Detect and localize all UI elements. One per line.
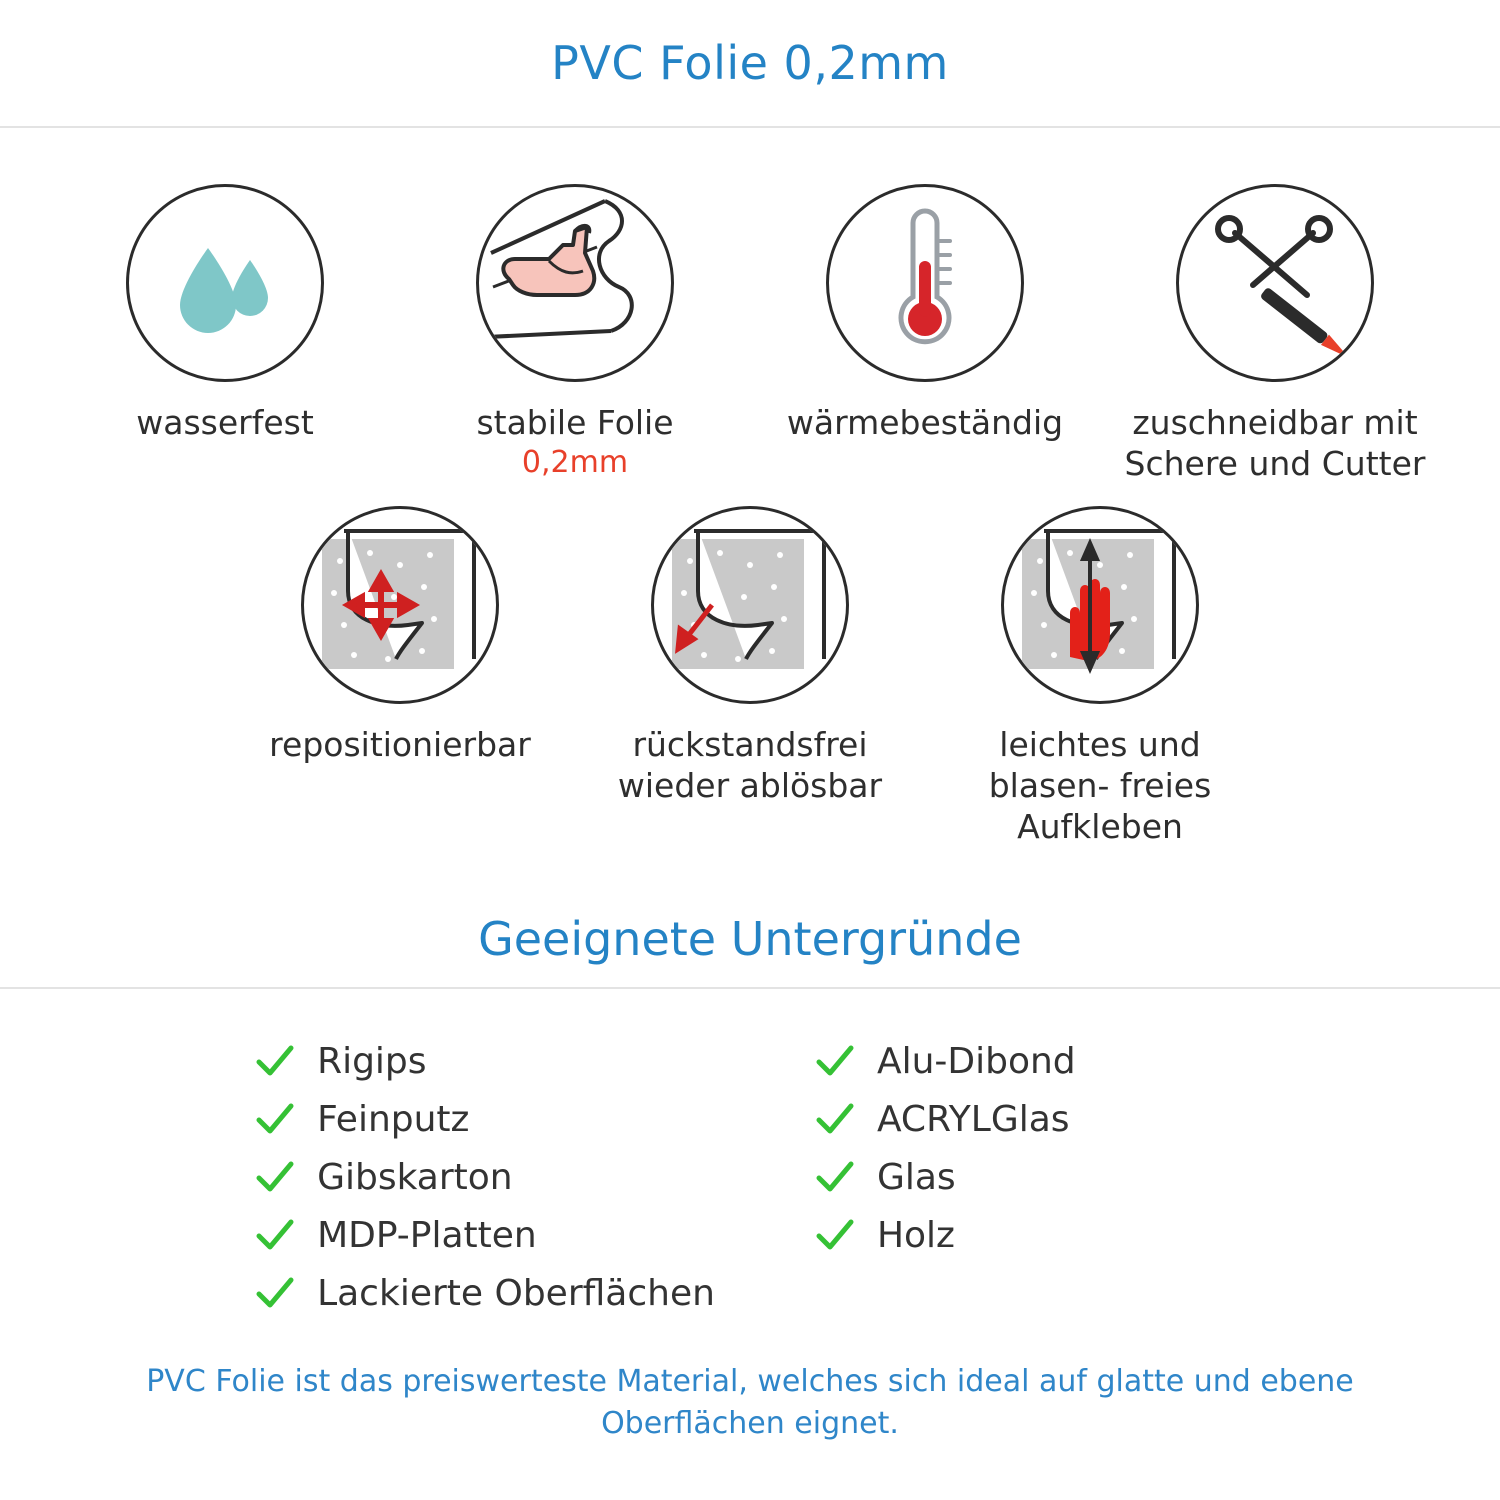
list-item-label: MDP-Platten <box>317 1215 537 1256</box>
feature-sublabel: 0,2mm <box>521 445 629 480</box>
feature-rueckstandsfrei <box>575 506 925 806</box>
feature-caption <box>585 724 915 806</box>
feature-row-2 <box>0 506 1500 847</box>
feature-caption <box>269 724 531 765</box>
feature-caption <box>476 402 673 483</box>
feature-caption <box>136 402 314 443</box>
check-icon <box>815 1042 855 1082</box>
icon-circle <box>1001 506 1199 704</box>
header <box>0 0 1500 128</box>
feature-waermebestaendig <box>750 184 1100 443</box>
icon-circle <box>651 506 849 704</box>
surfaces-lists <box>0 989 1500 1315</box>
reposition-arrows-icon <box>304 509 496 701</box>
surfaces-column-left <box>255 1041 715 1315</box>
list-item <box>815 1157 1245 1199</box>
section-title: Geeignete Untergründe <box>478 912 1022 966</box>
feature-caption <box>787 402 1063 443</box>
section-header <box>0 891 1500 989</box>
footer-note: PVC Folie ist das preiswerteste Material, welches sich ideal auf glatte und ebene Oberflächen eignet. <box>146 1364 1354 1441</box>
feature-zuschneidbar <box>1100 184 1450 484</box>
list-item <box>815 1215 1245 1257</box>
hand-smooth-icon <box>1004 509 1196 701</box>
check-icon <box>255 1274 295 1314</box>
feature-label: stabile Folie <box>476 403 674 442</box>
feature-caption <box>935 724 1265 847</box>
feature-caption <box>1110 402 1440 484</box>
check-icon <box>815 1158 855 1198</box>
feature-label: rückstandsfrei wieder ablösbar <box>617 725 883 805</box>
list-item-label: Lackierte Oberflächen <box>317 1273 715 1314</box>
check-icon <box>815 1100 855 1140</box>
list-item-label: Alu-Dibond <box>876 1041 1076 1082</box>
feature-wasserfest <box>50 184 400 443</box>
icon-circle <box>126 184 324 382</box>
feature-aufkleben <box>925 506 1275 847</box>
list-item-label: ACRYLGlas <box>876 1099 1070 1140</box>
feature-stabile-folie <box>400 184 750 483</box>
icon-circle <box>826 184 1024 382</box>
list-item <box>255 1099 715 1141</box>
list-item <box>255 1157 715 1199</box>
strong-arm-film-icon <box>479 187 671 379</box>
check-icon <box>815 1216 855 1256</box>
list-item-label: Rigips <box>317 1041 427 1082</box>
list-item-label: Glas <box>876 1157 956 1198</box>
icon-circle <box>1176 184 1374 382</box>
list-item-label: Feinputz <box>317 1099 470 1140</box>
feature-label: wärmebeständig <box>786 403 1064 442</box>
feature-label: zuschneidbar mit Schere und Cutter <box>1124 403 1426 483</box>
icon-circle <box>476 184 674 382</box>
check-icon <box>255 1042 295 1082</box>
feature-label: wasserfest <box>136 403 314 442</box>
scissors-cutter-icon <box>1195 203 1355 363</box>
list-item <box>255 1215 715 1257</box>
check-icon <box>255 1100 295 1140</box>
feature-repositionierbar <box>225 506 575 765</box>
water-drops-icon <box>150 208 300 358</box>
check-icon <box>255 1158 295 1198</box>
list-item <box>815 1099 1245 1141</box>
list-item-label: Gibskarton <box>317 1157 513 1198</box>
list-item <box>255 1041 715 1083</box>
thermometer-icon <box>850 203 1000 363</box>
surfaces-column-right <box>815 1041 1245 1315</box>
feature-label: leichtes und blasen- freies Aufkleben <box>988 725 1212 846</box>
list-item-label: Holz <box>876 1215 955 1256</box>
feature-label: repositionierbar <box>269 725 531 764</box>
list-item <box>255 1273 715 1315</box>
features-section <box>0 128 1500 847</box>
check-icon <box>255 1216 295 1256</box>
feature-row-1 <box>0 184 1500 484</box>
page-title: PVC Folie 0,2mm <box>551 36 949 90</box>
list-item <box>815 1041 1245 1083</box>
peel-off-icon <box>654 509 846 701</box>
icon-circle <box>301 506 499 704</box>
